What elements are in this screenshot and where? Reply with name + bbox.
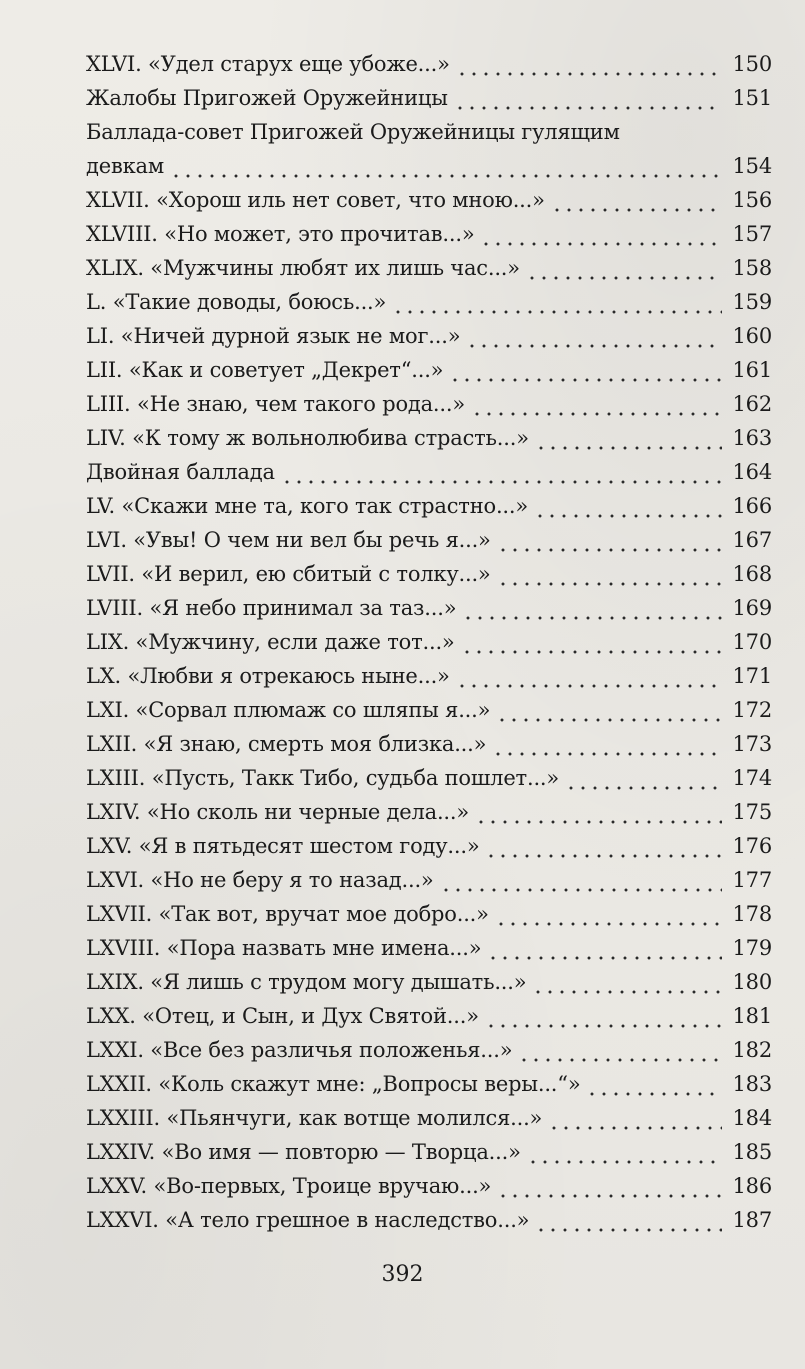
toc-entry <box>86 659 772 693</box>
toc-entry-page: 181 <box>732 1004 772 1028</box>
toc-entry <box>86 863 772 897</box>
toc-entry-page: 160 <box>732 324 772 348</box>
toc-entry-page: 176 <box>732 834 772 858</box>
toc-entry <box>86 557 772 591</box>
toc-entry <box>86 1101 772 1135</box>
toc-entry-title: XLVIII. «Но может, это прочитав...» <box>86 222 475 246</box>
toc-entry <box>86 183 772 217</box>
toc-entry-page: 187 <box>732 1208 772 1232</box>
toc-entry-title: LXIX. «Я лишь с трудом могу дышать...» <box>86 970 527 994</box>
dot-leader <box>487 931 722 965</box>
dot-leader <box>462 591 722 625</box>
table-of-contents <box>86 47 772 1237</box>
toc-entry <box>86 1203 772 1237</box>
toc-entry-title: LXXVI. «А тело грешное в наследство...» <box>86 1208 530 1232</box>
toc-entry-title: Баллада-совет Пригожей Оружейницы гулящим <box>86 120 620 144</box>
dot-leader <box>497 523 722 557</box>
dot-leader <box>535 421 722 455</box>
toc-entry <box>86 897 772 931</box>
toc-entry-page: 172 <box>732 698 772 722</box>
dot-leader <box>548 1101 722 1135</box>
toc-entry-page: 174 <box>732 766 772 790</box>
toc-entry-title: LVI. «Увы! О чем ни вел бы речь я...» <box>86 528 491 552</box>
toc-entry-page: 168 <box>732 562 772 586</box>
toc-entry <box>86 251 772 285</box>
toc-entry <box>86 727 772 761</box>
toc-entry-page: 169 <box>732 596 772 620</box>
dot-leader <box>456 47 722 81</box>
toc-entry-title: LX. «Любви я отрекаюсь ныне...» <box>86 664 450 688</box>
toc-entry-title: Жалобы Пригожей Оружейницы <box>86 86 448 110</box>
dot-leader <box>454 81 722 115</box>
toc-entry-title: LIII. «Не знаю, чем такого рода...» <box>86 392 466 416</box>
toc-entry <box>86 47 772 81</box>
toc-entry <box>86 1033 772 1067</box>
toc-entry-page: 158 <box>732 256 772 280</box>
dot-leader <box>518 1033 722 1067</box>
toc-entry-title: L. «Такие доводы, боюсь...» <box>86 290 387 314</box>
dot-leader <box>532 965 722 999</box>
dot-leader <box>485 999 722 1033</box>
toc-entry-page: 163 <box>732 426 772 450</box>
toc-entry-title: LXX. «Отец, и Сын, и Дух Святой...» <box>86 1004 479 1028</box>
toc-entry-title: LXII. «Я знаю, смерть моя близка...» <box>86 732 487 756</box>
toc-entry <box>86 285 772 319</box>
toc-entry-continuation <box>86 149 772 183</box>
toc-entry-title-continuation: девкам <box>86 154 164 178</box>
dot-leader <box>526 251 722 285</box>
dot-leader <box>170 149 722 183</box>
toc-entry <box>86 931 772 965</box>
toc-entry-title: LXI. «Сорвал плюмаж со шляпы я...» <box>86 698 491 722</box>
toc-entry-page: 151 <box>732 86 772 110</box>
toc-entry-page: 166 <box>732 494 772 518</box>
toc-entry-title: LIV. «К тому ж вольнолюбива страсть...» <box>86 426 529 450</box>
toc-entry-page: 170 <box>732 630 772 654</box>
toc-entry-page: 173 <box>732 732 772 756</box>
toc-entry <box>86 455 772 489</box>
toc-entry-title: LXXIII. «Пьянчуги, как вотще молился...» <box>86 1106 543 1130</box>
dot-leader <box>456 659 722 693</box>
toc-entry-title: Двойная баллада <box>86 460 275 484</box>
toc-entry-page: 184 <box>732 1106 772 1130</box>
toc-entry-title: LXVIII. «Пора назвать мне имена...» <box>86 936 482 960</box>
dot-leader <box>471 387 722 421</box>
dot-leader <box>527 1135 722 1169</box>
page-number: 392 <box>381 1262 424 1287</box>
toc-entry-page: 175 <box>732 800 772 824</box>
toc-entry-page: 185 <box>732 1140 772 1164</box>
dot-leader <box>475 795 722 829</box>
toc-entry <box>86 421 772 455</box>
toc-entry-title: LVII. «И верил, ею сбитый с толку...» <box>86 562 491 586</box>
toc-entry <box>86 693 772 727</box>
toc-entry <box>86 523 772 557</box>
toc-entry <box>86 353 772 387</box>
toc-entry-title: LXIV. «Но сколь ни черные дела...» <box>86 800 470 824</box>
dot-leader <box>497 557 722 591</box>
toc-entry-page: 177 <box>732 868 772 892</box>
toc-entry-page: 171 <box>732 664 772 688</box>
toc-entry-title: LXIII. «Пусть, Такк Тибо, судьба пошлет...» <box>86 766 560 790</box>
toc-entry <box>86 829 772 863</box>
toc-entry-title: LXVII. «Так вот, вручат мое добро...» <box>86 902 489 926</box>
dot-leader <box>449 353 722 387</box>
toc-entry <box>86 217 772 251</box>
toc-entry-page: 183 <box>732 1072 772 1096</box>
toc-entry-page: 157 <box>732 222 772 246</box>
dot-leader <box>281 455 722 489</box>
dot-leader <box>485 829 722 863</box>
toc-entry-page: 154 <box>732 154 772 178</box>
toc-entry <box>86 319 772 353</box>
dot-leader <box>480 217 722 251</box>
toc-entry <box>86 761 772 795</box>
dot-leader <box>392 285 722 319</box>
dot-leader <box>440 863 722 897</box>
dot-leader <box>586 1067 722 1101</box>
toc-entry <box>86 1067 772 1101</box>
toc-entry-page: 180 <box>732 970 772 994</box>
toc-entry <box>86 965 772 999</box>
toc-entry-title: LXXIV. «Во имя — повторю — Творца...» <box>86 1140 521 1164</box>
toc-entry-page: 182 <box>732 1038 772 1062</box>
dot-leader <box>495 897 722 931</box>
toc-entry-page: 178 <box>732 902 772 926</box>
dot-leader <box>492 727 722 761</box>
toc-entry <box>86 81 772 115</box>
toc-entry-page: 159 <box>732 290 772 314</box>
toc-entry <box>86 1169 772 1203</box>
dot-leader <box>534 489 722 523</box>
dot-leader <box>496 693 722 727</box>
toc-entry-title: LVIII. «Я небо принимал за таз...» <box>86 596 457 620</box>
toc-entry-page: 156 <box>732 188 772 212</box>
toc-entry-page: 161 <box>732 358 772 382</box>
dot-leader <box>535 1203 722 1237</box>
toc-entry-page: 150 <box>732 52 772 76</box>
toc-entry-title: XLIX. «Мужчины любят их лишь час...» <box>86 256 520 280</box>
toc-entry <box>86 795 772 829</box>
toc-entry <box>86 591 772 625</box>
toc-entry-page: 186 <box>732 1174 772 1198</box>
dot-leader <box>461 625 722 659</box>
toc-entry <box>86 115 772 149</box>
toc-entry <box>86 489 772 523</box>
toc-entry-page: 164 <box>732 460 772 484</box>
toc-entry-page: 162 <box>732 392 772 416</box>
toc-entry-title: LXXII. «Коль скажут мне: „Вопросы веры...“» <box>86 1072 581 1096</box>
toc-entry-title: LXXI. «Все без различья положенья...» <box>86 1038 513 1062</box>
toc-entry-page: 167 <box>732 528 772 552</box>
toc-entry-page: 179 <box>732 936 772 960</box>
toc-entry-title: LXV. «Я в пятьдесят шестом году...» <box>86 834 480 858</box>
toc-entry-title: LIX. «Мужчину, если даже тот...» <box>86 630 455 654</box>
toc-entry <box>86 625 772 659</box>
toc-entry-title: XLVII. «Хорош иль нет совет, что мною...» <box>86 188 545 212</box>
toc-entry-title: LXVI. «Но не беру я то назад...» <box>86 868 434 892</box>
toc-entry-title: LI. «Ничей дурной язык не мог...» <box>86 324 461 348</box>
toc-entry-title: LV. «Скажи мне та, кого так страстно...» <box>86 494 529 518</box>
toc-entry-title: LXXV. «Во-первых, Троице вручаю...» <box>86 1174 492 1198</box>
toc-entry <box>86 999 772 1033</box>
toc-entry-title: XLVI. «Удел старух еще убоже...» <box>86 52 450 76</box>
dot-leader <box>565 761 722 795</box>
toc-entry <box>86 387 772 421</box>
toc-entry-title: LII. «Как и советует „Декрет“...» <box>86 358 444 382</box>
dot-leader <box>551 183 722 217</box>
toc-entry <box>86 1135 772 1169</box>
dot-leader <box>466 319 722 353</box>
dot-leader <box>497 1169 722 1203</box>
